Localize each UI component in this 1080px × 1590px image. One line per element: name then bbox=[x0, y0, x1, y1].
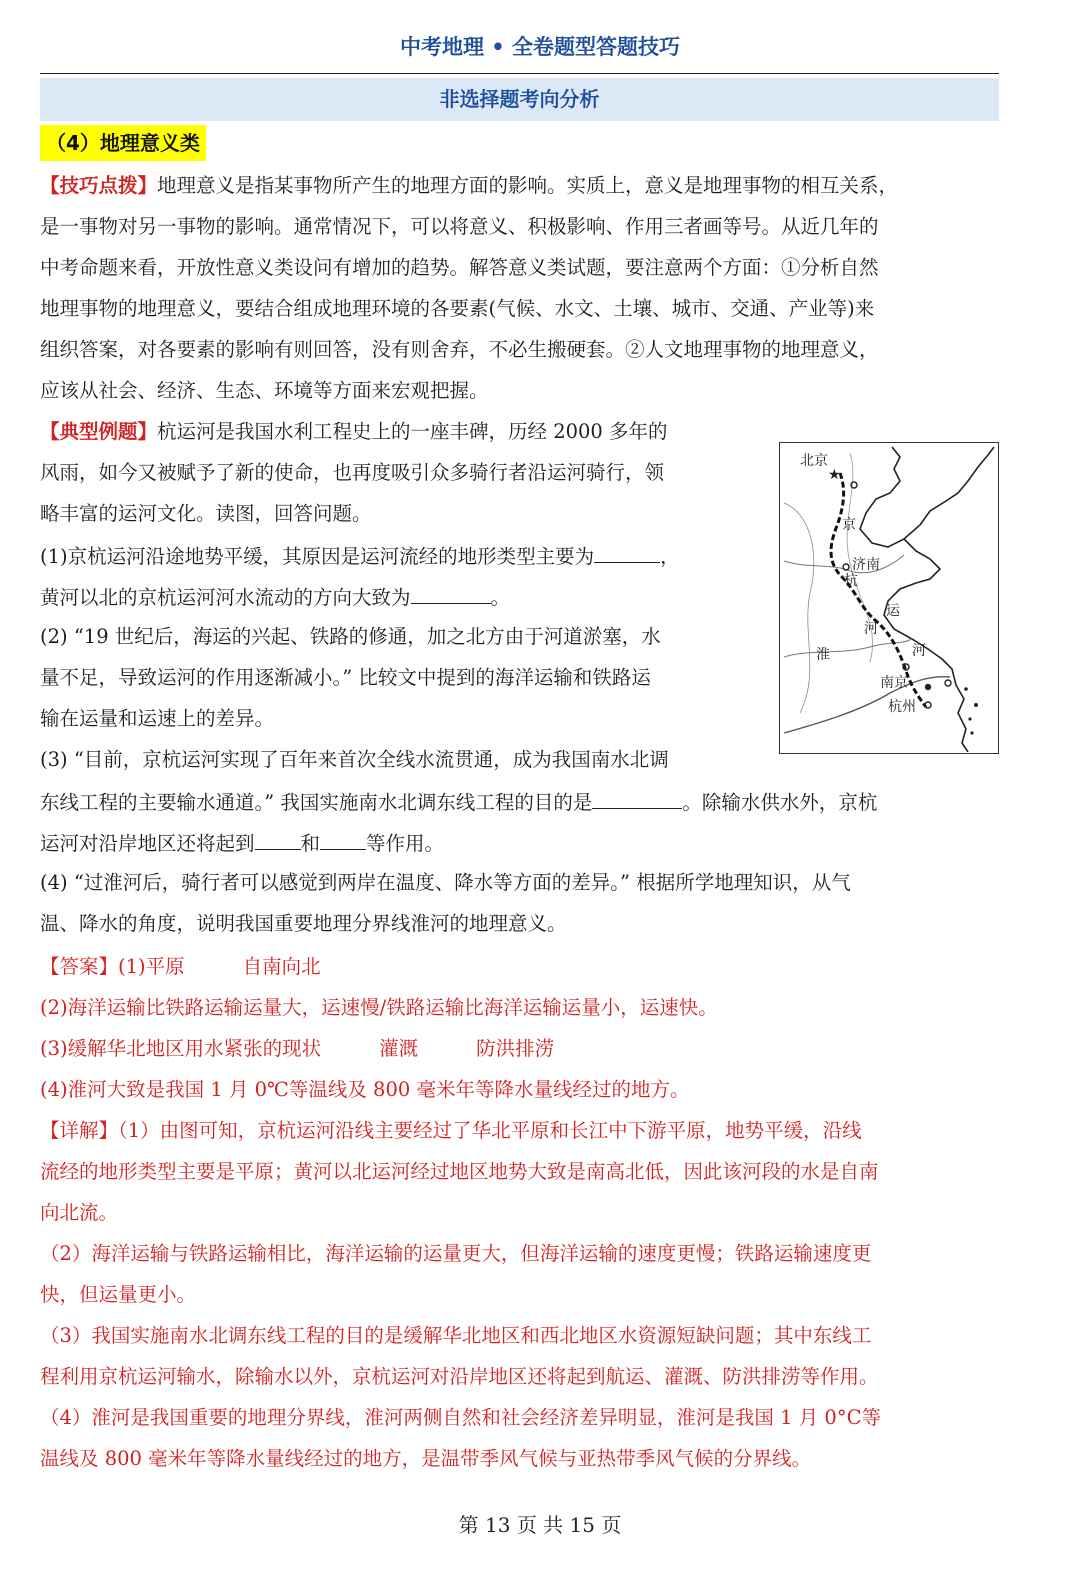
answer-blank[interactable] bbox=[320, 827, 366, 850]
label-he: 河 bbox=[864, 621, 878, 637]
answer-blank[interactable] bbox=[411, 581, 491, 604]
coastline-east bbox=[884, 539, 968, 752]
explanation-line-6: （3）我国实施南水北调东线工程的目的是缓解华北地区和西北地区水资源短缺问题；其中东线工 bbox=[40, 1324, 872, 1347]
answer-blank[interactable] bbox=[592, 786, 682, 809]
map-drawing bbox=[780, 443, 997, 752]
explanation-line-4: （2）海洋运输与铁路运输相比，海洋运输的运量更大，但海洋运输的速度更慢；铁路运输速度更 bbox=[40, 1242, 872, 1265]
explanation-line-3: 向北流。 bbox=[40, 1201, 119, 1224]
shanghai-marker bbox=[925, 684, 931, 690]
tips-line-6: 应该从社会、经济、生态、环境等方面来宏观把握。 bbox=[40, 379, 489, 402]
category-title: （4）地理意义类 bbox=[40, 125, 206, 161]
question-3-line-2: 东线工程的主要输水通道。” 我国实施南水北调东线工程的目的是 。除输水供水外，京杭 bbox=[40, 786, 877, 816]
question-4-line-2: 温、降水的角度，说明我国重要地理分界线淮河的地理意义。 bbox=[40, 912, 567, 935]
explanation-line-9: 温线及 800 毫米年等降水量线经过的地方，是温带季风气候与亚热带季风气候的分界线。 bbox=[40, 1447, 812, 1470]
label-hang: 杭 bbox=[844, 573, 858, 589]
example-line-3: 略丰富的运河文化。读图，回答问题。 bbox=[40, 502, 372, 525]
explanation-line-5: 快，但运量更小。 bbox=[40, 1283, 197, 1306]
label-he: 河 bbox=[912, 643, 926, 659]
example-text: 杭运河是我国水利工程史上的一座丰碑，历经 2000 多年的 bbox=[157, 420, 668, 443]
island bbox=[974, 703, 978, 707]
tips-line-5: 组织答案，对各要素的影响有则回答，没有则舍弃，不必生搬硬套。②人文地理事物的地理意义， bbox=[40, 338, 879, 361]
grand-canal-map bbox=[779, 442, 999, 754]
jinan-marker bbox=[843, 564, 849, 570]
question-4-line-1: (4) “过淮河后，骑行者可以感觉到两岸在温度、降水等方面的差异。” 根据所学地理知识，从气 bbox=[40, 871, 851, 894]
answer-line-4: (4)淮河大致是我国 1 月 0℃等温线及 800 毫米年等降水量线经过的地方。 bbox=[40, 1078, 690, 1101]
label-nanjing: 南京 bbox=[880, 675, 908, 691]
question-1-line-2: 黄河以北的京杭运河河水流动的方向大致为 。 bbox=[40, 581, 510, 611]
tips-line-3: 中考命题来看，开放性意义类设问有增加的趋势。解答意义类试题，要注意两个方面：①分析自然 bbox=[40, 256, 879, 279]
question-3-line-3: 运河对沿岸地区还将起到 和 等作用。 bbox=[40, 827, 444, 857]
question-2-line-1: (2) “19 世纪后，海运的兴起、铁路的修通，加之北方由于河道淤塞，水 bbox=[40, 625, 661, 648]
coastline-north bbox=[860, 447, 994, 547]
label-jinan: 济南 bbox=[852, 557, 880, 573]
question-2-line-3: 输在运量和运速上的差异。 bbox=[40, 707, 275, 730]
explanation-line-1: 【详解】（1）由图可知，京杭运河沿线主要经过了华北平原和长江中下游平原，地势平缓，沿线 bbox=[40, 1119, 862, 1142]
section-title: 非选择题考向分析 bbox=[40, 78, 999, 121]
question-3-line-1: (3) “目前，京杭运河实现了百年来首次全线水流贯通，成为我国南水北调 bbox=[40, 748, 669, 771]
tips-line-1 bbox=[40, 171, 898, 201]
answer-line-2: (2)海洋运输比铁路运输运量大，运速慢/铁路运输比海洋运输运量小，运速快。 bbox=[40, 996, 718, 1019]
island bbox=[964, 687, 968, 691]
header-title: 中考地理 • 全卷题型答题技巧 bbox=[399, 35, 681, 59]
island bbox=[970, 731, 973, 734]
answer-line-3: (3)缓解华北地区用水紧张的现状 灌溉 防洪排涝 bbox=[40, 1037, 555, 1060]
answer-blank[interactable] bbox=[255, 827, 301, 850]
question-1-line-1: (1)京杭运河沿途地势平缓，其原因是运河流经的地形类型主要为 ， bbox=[40, 540, 680, 570]
answer-line-1: 【答案】(1)平原 自南向北 bbox=[40, 955, 321, 978]
island bbox=[968, 717, 971, 720]
label-beijing: 北京 bbox=[800, 453, 828, 469]
page-number: 第 13 页 共 15 页 bbox=[458, 1513, 622, 1537]
example-line-2: 风雨，如今又被赋予了新的使命，也再度吸引众多骑行者沿运河骑行，领 bbox=[40, 461, 665, 484]
border-line bbox=[784, 503, 814, 713]
header-divider bbox=[40, 73, 999, 74]
tips-text: 地理意义是指某事物所产生的地理方面的影响。实质上，意义是地理事物的相互关系， bbox=[157, 174, 899, 197]
example-tag: 【典型例题】 bbox=[40, 420, 158, 443]
beijing-star-icon: ★ bbox=[828, 467, 841, 483]
label-huai: 淮 bbox=[816, 647, 830, 663]
example-line-1 bbox=[40, 417, 668, 447]
label-hangzhou: 杭州 bbox=[888, 699, 916, 715]
explanation-line-7: 程利用京杭运河输水，除输水以外，京杭运河对沿岸地区还将起到航运、灌溉、防洪排涝等作用。 bbox=[40, 1365, 879, 1388]
question-2-line-2: 量不足，导致运河的作用逐渐减小。” 比较文中提到的海洋运输和铁路运 bbox=[40, 666, 651, 689]
answer-blank[interactable] bbox=[594, 540, 660, 563]
label-yun: 运 bbox=[886, 603, 900, 619]
explanation-line-2: 流经的地形类型主要是平原；黄河以北运河经过地区地势大致是南高北低，因此该河段的水是自南 bbox=[40, 1160, 879, 1183]
label-jing: 京 bbox=[842, 517, 856, 533]
grand-canal bbox=[831, 473, 926, 707]
explanation-tag: 【详解】 bbox=[40, 1119, 119, 1142]
tips-tag: 【技巧点拨】 bbox=[40, 174, 158, 197]
answer-tag: 【答案】 bbox=[40, 955, 119, 978]
tips-line-2: 是一事物对另一事物的影响。通常情况下，可以将意义、积极影响、作用三者画等号。从近几年的 bbox=[40, 215, 879, 238]
explanation-line-8: （4）淮河是我国重要的地理分界线，淮河两侧自然和社会经济差异明显，淮河是我国 1 月 0°C等 bbox=[40, 1406, 881, 1429]
city-marker bbox=[945, 680, 951, 686]
tips-line-4: 地理事物的地理意义，要结合组成地理环境的各要素(气候、水文、土壤、城市、交通、产业等)来 bbox=[40, 297, 875, 320]
